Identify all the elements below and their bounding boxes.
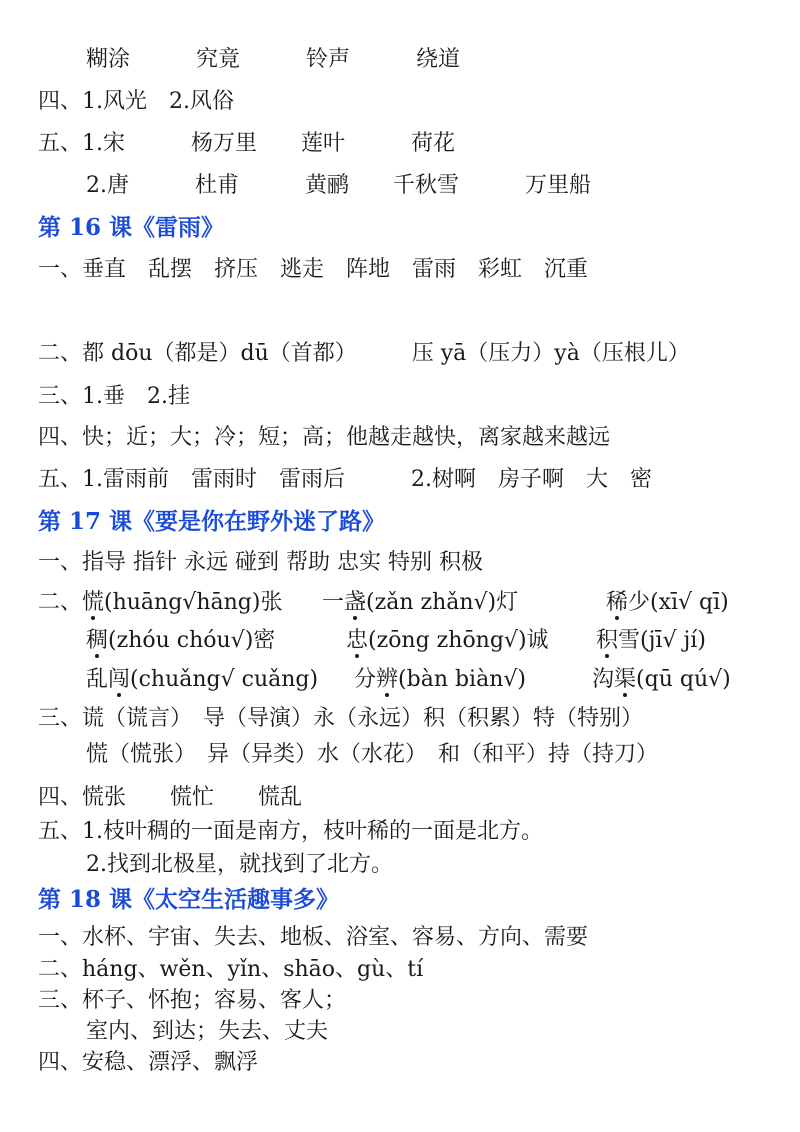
pinyin-item: 积雪(jī√ jí) (596, 628, 706, 653)
dotted-char: 辨 (376, 667, 399, 692)
lesson-16-title: 第 16 课《雷雨》 (38, 214, 225, 241)
text-line: 三、1.垂 2.挂 (38, 384, 190, 409)
text-line: 五、1.枝叶稠的一面是南方，枝叶稀的一面是北方。 (38, 819, 543, 844)
dotted-char: 渠 (614, 667, 637, 692)
pinyin-item: 分辨(bàn biàn√) (354, 667, 526, 692)
pinyin-item: 乱闯(chuǎng√ cuǎng) (86, 667, 319, 692)
text-line: 五、1.宋 杨万里 莲叶 荷花 (38, 131, 455, 156)
dotted-char: 忠 (346, 628, 369, 653)
text-line: 一、指导 指针 永远 碰到 帮助 忠实 特别 积极 (38, 550, 483, 575)
text-line: 一、垂直 乱摆 挤压 逃走 阵地 雷雨 彩虹 沉重 (38, 257, 589, 282)
text-line: 三、杯子、怀抱；容易、客人； (38, 988, 347, 1013)
text-line: 三、谎（谎言） 导（导演）永（永远）积（积累）特（特别） (38, 706, 644, 731)
pinyin-item: 沟渠(qū qú√) (592, 667, 731, 692)
lesson-18-title: 第 18 课《太空生活趣事多》 (38, 886, 340, 913)
text-line: 室内、到达；失去、丈夫 (86, 1019, 329, 1044)
text-line: 四、慌张 慌忙 慌乱 (38, 785, 303, 810)
dotted-char: 慌 (82, 590, 105, 615)
text-line: 慌（慌张） 异（异类）水（水花） 和（和平）持（持刀） (86, 742, 659, 767)
dotted-char: 稠 (86, 628, 109, 653)
text-line: 四、1.风光 2.风俗 (38, 89, 234, 114)
dotted-char: 盏 (344, 590, 367, 615)
text-line: 二、háng、wěn、yǐn、shāo、gù、tí (38, 957, 424, 982)
dotted-char: 闯 (108, 667, 131, 692)
lesson-17-title: 第 17 课《要是你在野外迷了路》 (38, 508, 386, 535)
text-line: 2.找到北极星，就找到了北方。 (86, 852, 393, 877)
pinyin-item: 稠(zhóu chóu√)密 (86, 628, 276, 653)
text-line: 一、水杯、宇宙、失去、地板、浴室、容易、方向、需要 (38, 925, 589, 950)
text-line: 二、都 dōu（都是）dū（首都） 压 yā（压力）yà（压根儿） (38, 341, 690, 366)
dotted-char: 积 (596, 628, 619, 653)
text-line: 二、 (38, 590, 83, 615)
dotted-char: 稀 (606, 590, 629, 615)
pinyin-item: 一盏(zǎn zhǎn√)灯 (322, 590, 519, 615)
text-line: 五、1.雷雨前 雷雨时 雷雨后 2.树啊 房子啊 大 密 (38, 467, 652, 492)
pinyin-item: 忠(zōng zhōng√)诚 (346, 628, 549, 653)
pinyin-item: 稀少(xī√ qī) (606, 590, 729, 615)
text-line: 四、安稳、漂浮、飘浮 (38, 1050, 259, 1075)
text-line: 四、快；近；大；冷；短；高；他越走越快，离家越来越远 (38, 425, 611, 450)
text-line: 2.唐 杜甫 黄鹂 千秋雪 万里船 (86, 173, 591, 198)
text-line: 糊涂 究竟 铃声 绕道 (86, 47, 461, 72)
pinyin-item: 慌(huāng√hāng)张 (82, 590, 283, 615)
